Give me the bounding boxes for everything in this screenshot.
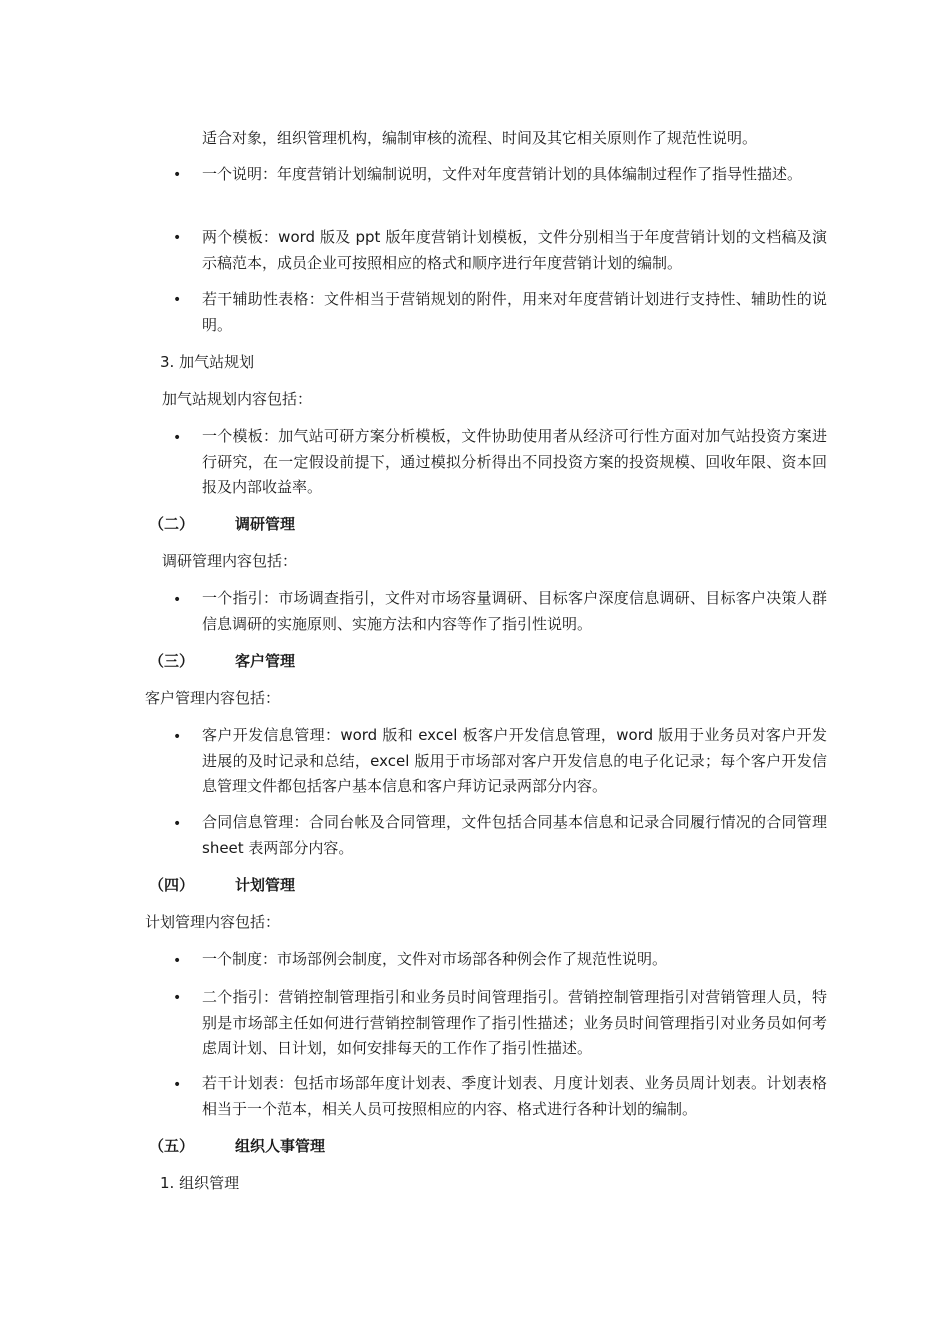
section-title: 组织人事管理 (235, 1137, 326, 1155)
section-number: （三） (149, 652, 195, 670)
section-title: 客户管理 (235, 652, 296, 670)
list-item: 一个指引：市场调查指引，文件对市场容量调研、目标客户深度信息调研、目标客户决策人群信息调研的实施原则、实施方法和内容等作了指引性说明。 (202, 589, 827, 633)
bullet-dot: • (173, 292, 182, 308)
section-heading (149, 514, 295, 534)
list-item: 二个指引：营销控制管理指引和业务员时间管理指引。营销控制管理指引对营销管理人员，特别是市场部主任如何进行营销控制管理作了指引性描述；业务员时间管理指引对业务员如何考虑周计划、日计划，如何安排每天的工作作了指引性描述。 (202, 988, 827, 1057)
subsection-intro: 加气站规划内容包括： (162, 390, 313, 408)
bullet-dot: • (173, 1077, 182, 1093)
list-item: 两个模板：word 版及 ppt 版年度营销计划模板，文件分别相当于年度营销计划的文档稿及演示稿范本，成员企业可按照相应的格式和顺序进行年度营销计划的编制。 (202, 228, 827, 272)
subsection-title: 1. 组织管理 (160, 1174, 240, 1192)
section-intro: 调研管理内容包括： (162, 552, 298, 570)
bullet-dot: • (173, 816, 182, 832)
list-item: 合同信息管理：合同台帐及合同管理，文件包括合同基本信息和记录合同履行情况的合同管理 sheet 表两部分内容。 (202, 813, 827, 857)
bullet-dot: • (173, 953, 182, 969)
section-intro: 客户管理内容包括： (145, 689, 281, 707)
section-number: （五） (149, 1137, 195, 1155)
section-heading (149, 875, 295, 895)
bullet-dot: • (173, 990, 182, 1006)
section-title: 调研管理 (235, 515, 296, 533)
list-item: 若干辅助性表格：文件相当于营销规划的附件，用来对年度营销计划进行支持性、辅助性的说明。 (202, 290, 827, 334)
list-item: 一个制度：市场部例会制度，文件对市场部各种例会作了规范性说明。 (202, 950, 668, 968)
bullet-dot: • (173, 430, 182, 446)
bullet-dot: • (173, 592, 182, 608)
section-heading (149, 1136, 325, 1156)
bullet-dot: • (173, 167, 182, 183)
continuation-text: 适合对象，组织管理机构，编制审核的流程、时间及其它相关原则作了规范性说明。 (202, 129, 758, 147)
list-item: 一个模板：加气站可研方案分析模板，文件协助使用者从经济可行性方面对加气站投资方案进行研究，在一定假设前提下，通过模拟分析得出不同投资方案的投资规模、回收年限、资本回报及内部收益率。 (202, 427, 827, 496)
section-number: （四） (149, 876, 195, 894)
section-heading (149, 651, 295, 671)
list-item: 一个说明：年度营销计划编制说明，文件对年度营销计划的具体编制过程作了指导性描述。 (202, 165, 803, 183)
list-item: 若干计划表：包括市场部年度计划表、季度计划表、月度计划表、业务员周计划表。计划表格相当于一个范本，相关人员可按照相应的内容、格式进行各种计划的编制。 (202, 1074, 827, 1118)
subsection-title: 3. 加气站规划 (160, 353, 255, 371)
section-title: 计划管理 (235, 876, 296, 894)
bullet-dot: • (173, 729, 182, 745)
section-intro: 计划管理内容包括： (145, 913, 281, 931)
bullet-dot: • (173, 230, 182, 246)
list-item: 客户开发信息管理：word 版和 excel 板客户开发信息管理，word 版用于业务员对客户开发进展的及时记录和总结，excel 版用于市场部对客户开发信息的电子化记录；每个客户开发信息管理文件都包括客户基本信息和客户拜访记录两部分内容。 (202, 726, 827, 795)
section-number: （二） (149, 515, 195, 533)
